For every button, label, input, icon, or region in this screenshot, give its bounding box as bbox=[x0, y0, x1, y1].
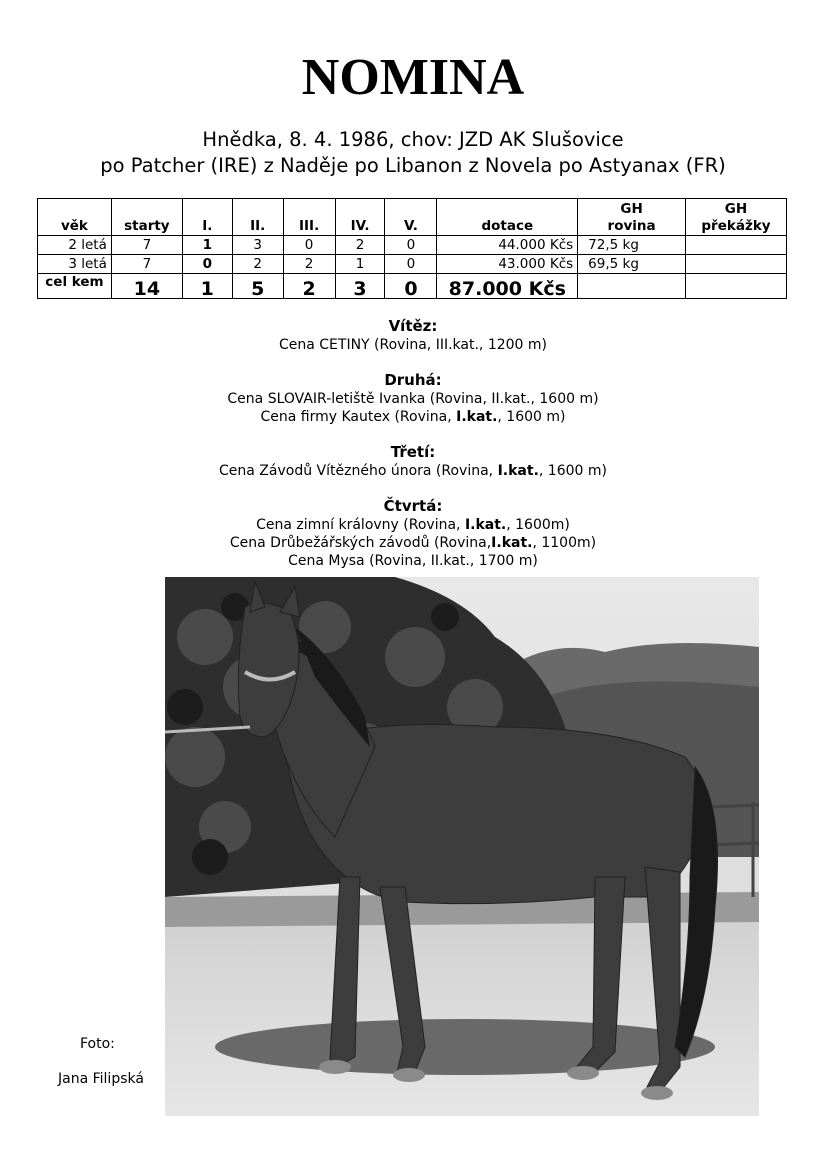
col-header-vek: věk bbox=[38, 199, 112, 236]
race-text: Cena Drůbežářských závodů (Rovina, bbox=[229, 535, 492, 551]
total-gh-prekazky bbox=[686, 274, 787, 299]
cell-gh-prekazky bbox=[686, 236, 787, 255]
total-starty: 14 bbox=[111, 274, 182, 299]
col-header-dotace: dotace bbox=[437, 199, 578, 236]
cell-vek: 2 letá bbox=[38, 236, 112, 255]
race-category: I.kat. bbox=[491, 535, 533, 551]
total-place-3: 2 bbox=[283, 274, 335, 299]
third-race bbox=[0, 462, 826, 480]
cell-place-5: 0 bbox=[385, 255, 437, 274]
col-header-3: III. bbox=[283, 199, 335, 236]
fourth-race: Cena Mysa (Rovina, II.kat., 1700 m) bbox=[288, 553, 538, 569]
col-header-4: IV. bbox=[335, 199, 385, 236]
race-category: I.kat. bbox=[464, 517, 507, 533]
col-header-gh-prekazky bbox=[686, 199, 787, 236]
total-place-1: 1 bbox=[182, 274, 232, 299]
table-row bbox=[38, 255, 787, 274]
results-fourth bbox=[0, 497, 826, 570]
cell-place-2: 2 bbox=[232, 255, 283, 274]
total-dotace: 87.000 Kčs bbox=[437, 274, 578, 299]
cell-gh-rovina: 69,5 kg bbox=[578, 255, 686, 274]
race-category: I.kat. bbox=[497, 463, 539, 479]
col-header-gh-prek-2: překážky bbox=[701, 218, 771, 234]
col-header-gh-rovina-1: GH bbox=[620, 201, 643, 217]
winner-heading: Vítěz: bbox=[388, 317, 438, 335]
cell-place-3: 2 bbox=[283, 255, 335, 274]
race-results bbox=[0, 317, 826, 587]
cell-gh-rovina: 72,5 kg bbox=[578, 236, 686, 255]
col-header-5: V. bbox=[385, 199, 437, 236]
total-place-4: 3 bbox=[335, 274, 385, 299]
fourth-race bbox=[0, 534, 826, 552]
cell-place-4: 1 bbox=[335, 255, 385, 274]
fourth-race bbox=[0, 516, 826, 534]
race-text: Cena Závodů Vítězného února (Rovina, bbox=[219, 463, 498, 479]
cell-starty: 7 bbox=[111, 236, 182, 255]
cell-starty: 7 bbox=[111, 255, 182, 274]
race-category: I.kat. bbox=[456, 409, 498, 425]
col-header-starty: starty bbox=[111, 199, 182, 236]
results-winner bbox=[0, 317, 826, 354]
photo-credit-name: Jana Filipská bbox=[58, 1071, 144, 1087]
col-header-2: II. bbox=[232, 199, 283, 236]
col-header-1: I. bbox=[182, 199, 232, 236]
table-header-row bbox=[38, 199, 787, 236]
cell-place-1: 0 bbox=[182, 255, 232, 274]
col-header-gh-prek-1: GH bbox=[724, 201, 748, 217]
cell-vek: 3 letá bbox=[38, 255, 112, 274]
fourth-heading: Čtvrtá: bbox=[383, 497, 443, 515]
cell-place-3: 0 bbox=[283, 236, 335, 255]
total-gh-rovina bbox=[578, 274, 686, 299]
race-text: , 1600 m) bbox=[538, 463, 607, 479]
second-heading: Druhá: bbox=[384, 371, 442, 389]
photo-credit-label: Foto: bbox=[80, 1036, 115, 1052]
total-label: cel kem bbox=[38, 274, 112, 299]
col-header-gh-rovina-2: rovina bbox=[607, 218, 656, 234]
cell-place-2: 3 bbox=[232, 236, 283, 255]
total-place-5: 0 bbox=[385, 274, 437, 299]
second-race bbox=[0, 408, 826, 426]
second-race: Cena SLOVAIR-letiště Ivanka (Rovina, II.kat., 1600 m) bbox=[227, 391, 599, 407]
pedigree: po Patcher (IRE) z Naděje po Libanon z Novela po Astyanax (FR) bbox=[100, 154, 726, 177]
page-title: NOMINA bbox=[301, 49, 525, 106]
horse-photo bbox=[165, 577, 759, 1116]
cell-dotace: 43.000 Kčs bbox=[437, 255, 578, 274]
cell-place-1: 1 bbox=[182, 236, 232, 255]
cell-place-4: 2 bbox=[335, 236, 385, 255]
race-text: Cena zimní královny (Rovina, bbox=[256, 517, 465, 533]
race-stats-table bbox=[37, 198, 787, 299]
cell-gh-prekazky bbox=[686, 255, 787, 274]
total-place-2: 5 bbox=[232, 274, 283, 299]
third-heading: Třetí: bbox=[390, 443, 436, 461]
horse-details: Hnědka, 8. 4. 1986, chov: JZD AK Slušovice bbox=[202, 128, 624, 151]
cell-dotace: 44.000 Kčs bbox=[437, 236, 578, 255]
race-text: , 1600 m) bbox=[497, 409, 566, 425]
cell-place-5: 0 bbox=[385, 236, 437, 255]
race-text: Cena firmy Kautex (Rovina, bbox=[260, 409, 457, 425]
race-text: , 1600m) bbox=[506, 517, 570, 533]
table-row bbox=[38, 236, 787, 255]
race-text: , 1100m) bbox=[532, 535, 597, 551]
col-header-gh-rovina bbox=[578, 199, 686, 236]
results-third bbox=[0, 443, 826, 480]
winner-race: Cena CETINY (Rovina, III.kat., 1200 m) bbox=[278, 337, 548, 353]
results-second bbox=[0, 371, 826, 426]
table-total-row bbox=[38, 274, 787, 299]
